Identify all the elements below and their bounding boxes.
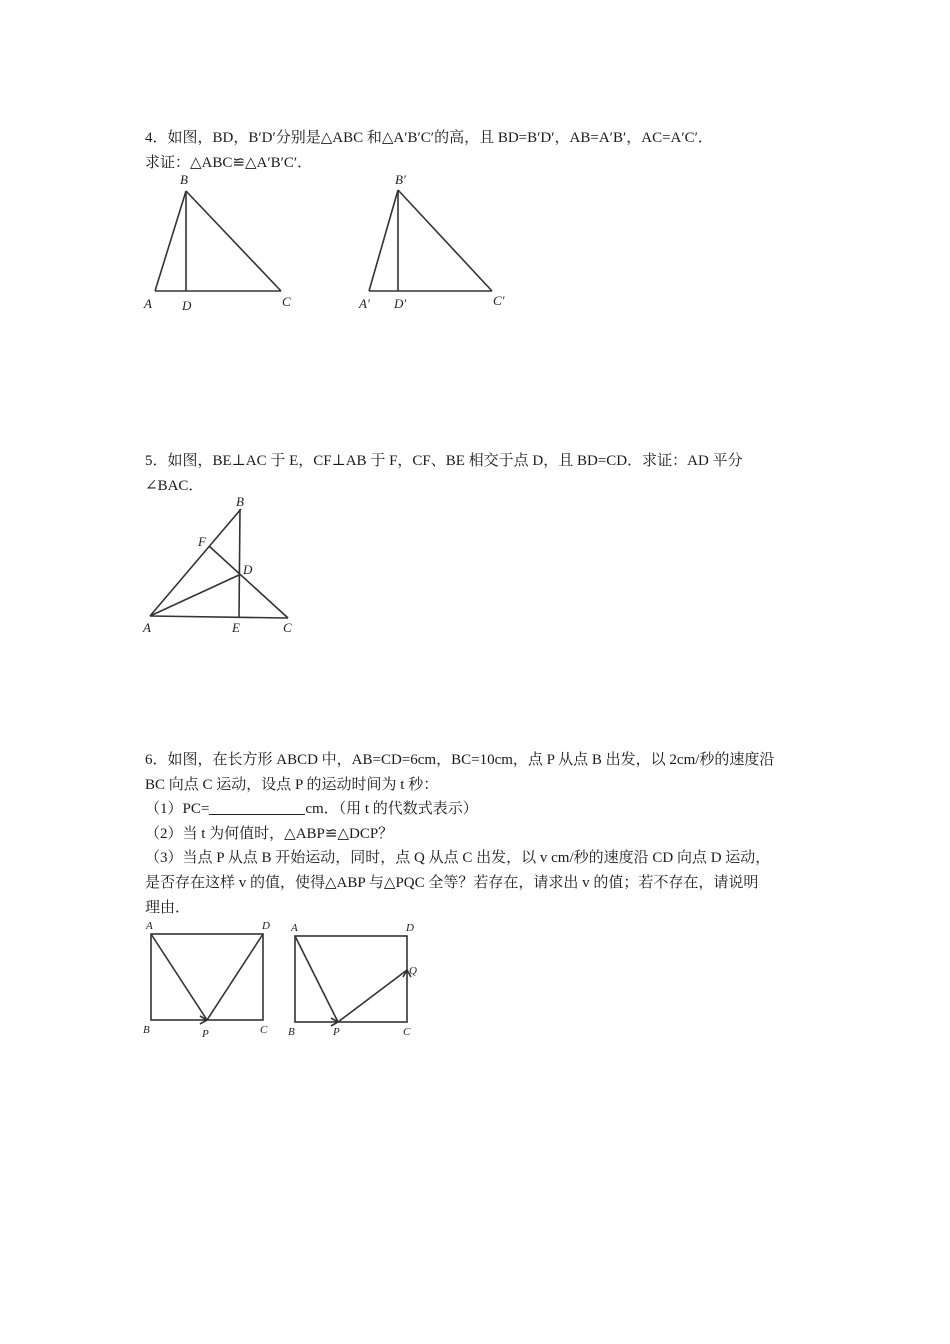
q6-text-line2: BC 向点 C 运动，设点 P 的运动时间为 t 秒： [145, 777, 439, 793]
q4-text-line1: 4．如图，BD，B′D′分别是△ABC 和△A′B′C′的高，且 BD=B′D′，AB=A′B′，AC=A′C′． [145, 130, 713, 146]
q4-fig2-side-ab [369, 190, 398, 291]
q4-fig1-label-c: C [282, 294, 291, 309]
q4-fig2-label-c: C′ [493, 293, 505, 308]
q6-fig2-segment-ap [295, 936, 338, 1022]
q6-part1-answer-blank[interactable] [209, 800, 305, 815]
q6-rectangle-figure-1 [140, 915, 285, 1040]
q6-part1-prefix: （1）PC= [145, 801, 210, 817]
q6-fig2-segment-pq [338, 970, 407, 1022]
q4-fig1-side-ab [155, 191, 186, 291]
q6-fig2-label-d: D [406, 922, 414, 934]
q5-label-d: D [243, 562, 253, 577]
q6-fig2-label-q: Q [409, 965, 417, 977]
q5-label-a: A [143, 620, 151, 635]
q6-fig2-label-p: P [333, 1026, 340, 1038]
q4-fig2-label-a: A′ [359, 296, 370, 311]
q4-text-line2: 求证：△ABC≌△A′B′C′． [145, 155, 313, 171]
q6-fig1-label-d: D [262, 920, 270, 932]
q5-label-e: E [232, 620, 240, 635]
q4-fig1-side-bc [186, 191, 281, 291]
q4-fig1-label-d: D [182, 298, 192, 313]
q5-segment-cf [209, 546, 288, 618]
q5-side-ac [150, 616, 288, 618]
q4-fig1-label-b: B [180, 172, 188, 187]
q6-text-line4: （2）当 t 为何值时，△ABP≌△DCP？ [145, 826, 394, 842]
q6-fig2-label-b: B [288, 1026, 295, 1038]
q4-triangle-a1b1c1-figure [355, 168, 525, 318]
q6-fig1-label-p: P [202, 1028, 209, 1040]
q6-part1-suffix: cm．（用 t 的代数式表示） [305, 801, 478, 817]
q4-fig2-label-d: D′ [394, 296, 407, 311]
q5-text-line1: 5．如图，BE⊥AC 于 E，CF⊥AB 于 F，CF、BE 相交于点 D，且 BD=CD．求证：AD 平分 [145, 453, 743, 469]
q5-text-line2: ∠BAC． [145, 478, 204, 494]
q6-fig1-label-c: C [260, 1024, 268, 1036]
q6-text-line1: 6．如图，在长方形 ABCD 中，AB=CD=6cm，BC=10cm，点 P 从点 B 出发，以 2cm/秒的速度沿 [145, 752, 775, 768]
q6-fig2-label-a: A [291, 922, 298, 934]
q5-label-c: C [283, 620, 292, 635]
q6-text-line3 [145, 799, 478, 819]
q6-rectangle-figure-2 [285, 915, 430, 1040]
q4-fig2-label-b: B′ [395, 172, 406, 187]
q5-segment-ad [150, 575, 239, 616]
q5-triangle-figure [140, 492, 310, 642]
q5-segment-be [239, 509, 240, 617]
q6-text-line5: （3）当点 P 从点 B 开始运动，同时，点 Q 从点 C 出发，以 v cm/秒的速度沿 CD 向点 D 运动， [145, 850, 771, 866]
q6-fig2-label-c: C [403, 1026, 411, 1038]
q6-fig1-segment-dp [207, 934, 263, 1020]
q4-fig2-side-bc [398, 190, 492, 291]
q4-triangle-abc-figure [140, 168, 310, 318]
q6-fig1-rectangle-abcd [151, 934, 263, 1020]
q4-fig1-label-a: A [144, 296, 152, 311]
q6-fig1-label-b: B [143, 1024, 150, 1036]
q5-label-b: B [236, 494, 244, 509]
q6-fig2-rectangle-abcd [295, 936, 407, 1022]
q6-fig1-segment-ap [151, 934, 207, 1020]
q6-fig1-label-a: A [146, 920, 153, 932]
q5-label-f: F [198, 534, 206, 549]
q6-text-line6: 是否存在这样 v 的值，使得△ABP 与△PQC 全等？若存在，请求出 v 的值；若不存在，请说明 [145, 875, 759, 891]
q6-text-line7: 理由． [145, 900, 191, 916]
